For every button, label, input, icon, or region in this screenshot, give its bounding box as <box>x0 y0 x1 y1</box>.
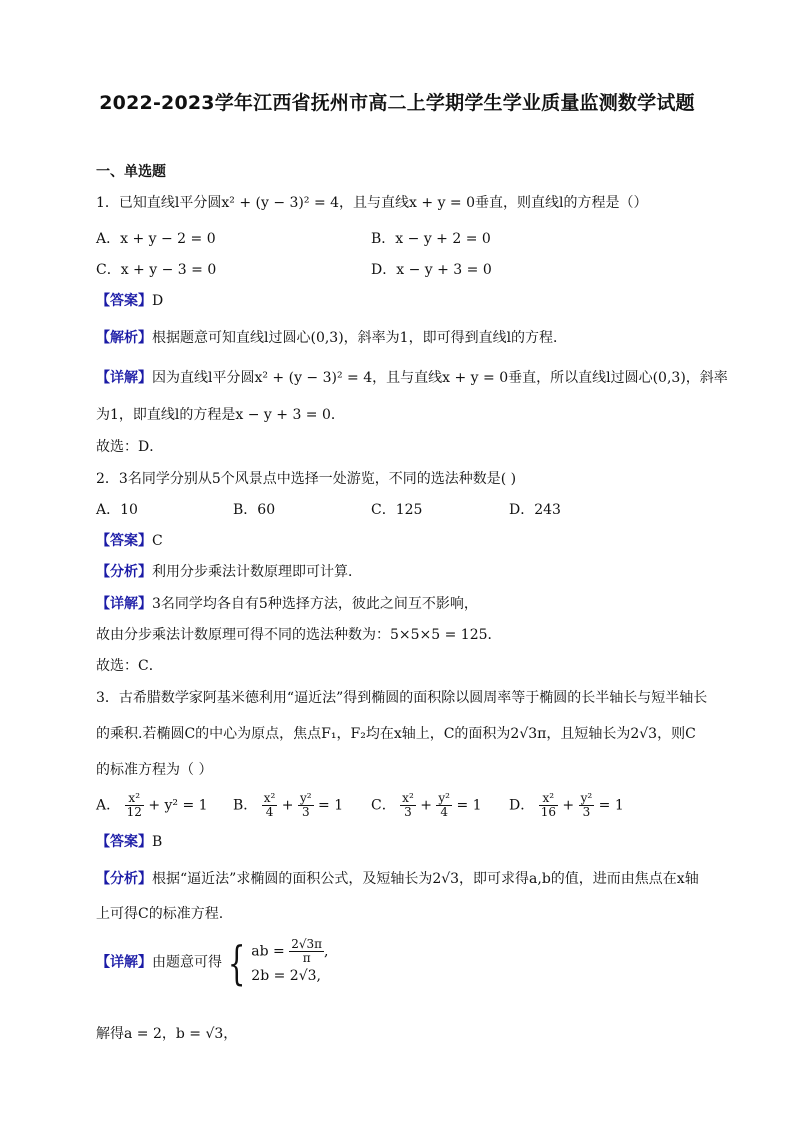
detail-text: 3名同学均各自有5种选择方法，彼此之间互不影响， <box>152 596 478 612</box>
q1-answer <box>96 291 698 311</box>
denominator: 4 <box>440 805 448 819</box>
analysis-text: 利用分步乘法计数原理即可计算． <box>152 564 362 580</box>
q2-conclusion: 故选：C． <box>96 658 163 674</box>
q3-analysis-line-2: 上可得C的标准方程. <box>96 906 224 922</box>
analysis-text: 根据题意可知直线l过圆心(0,3)，斜率为1，即可得到直线l的方程． <box>152 330 568 346</box>
option-label: C． <box>371 797 396 814</box>
answer-tag: 【答案】 <box>96 834 152 850</box>
fraction <box>539 792 558 819</box>
q3-answer <box>96 832 698 852</box>
q3-option-d <box>509 792 624 819</box>
q2-option-b: B．60 <box>233 502 276 518</box>
equation-rest: = 1 <box>598 797 624 814</box>
analysis-text: 根据“逼近法”求椭圆的面积公式，及短轴长为2√3，即可求得a,b的值，进而由焦点在x轴 <box>152 871 699 887</box>
detail-intro: 由题意可得 <box>152 954 222 971</box>
denominator: 12 <box>126 805 142 819</box>
numerator: x² <box>263 791 276 805</box>
numerator: x² <box>539 792 558 806</box>
q3-option-c <box>371 792 482 819</box>
q2-answer <box>96 531 698 551</box>
plus-sign: + <box>420 797 432 814</box>
page-title: 2022-2023学年江西省抚州市高二上学期学生学业质量监测数学试题 <box>99 92 695 114</box>
q1-option-a: A．x + y − 2 = 0 <box>96 231 216 247</box>
answer-value: B <box>152 834 163 850</box>
system-line-2: 2b = 2√3, <box>251 968 321 984</box>
answer-value: D <box>152 293 164 309</box>
q2-option-c: C．125 <box>371 502 423 518</box>
q2-detail-line-1 <box>96 594 698 614</box>
q3-detail <box>96 935 698 998</box>
question-3-line-1: 3．古希腊数学家阿基米德利用“逼近法”得到椭圆的面积除以圆周率等于椭圆的长半轴长与短半轴长 <box>96 690 708 706</box>
q3-option-b <box>233 792 343 819</box>
denominator: 16 <box>540 805 556 819</box>
denominator: π <box>302 951 311 965</box>
question-2-text: 2．3名同学分别从5个风景点中选择一处游览，不同的选法种数是( ) <box>96 471 517 487</box>
analysis-tag: 【解析】 <box>96 330 152 346</box>
q2-detail-line-2: 故由分步乘法计数原理可得不同的选法种数为：5×5×5 = 125． <box>96 627 502 643</box>
denominator: 3 <box>301 805 310 819</box>
denominator: 3 <box>582 805 591 819</box>
analysis-tag: 【分析】 <box>96 871 152 887</box>
fraction <box>289 938 324 965</box>
fraction <box>579 792 595 819</box>
plus-sign: + <box>562 797 575 814</box>
option-label: A． <box>96 797 121 814</box>
numerator: x² <box>402 791 414 805</box>
q1-option-b: B．x − y + 2 = 0 <box>371 231 491 247</box>
q1-conclusion: 故选：D． <box>96 439 164 455</box>
analysis-tag: 【分析】 <box>96 564 152 580</box>
option-label: D． <box>509 797 535 814</box>
denominator: 4 <box>265 805 274 819</box>
equation-system <box>251 938 328 987</box>
left-brace: { <box>227 935 246 990</box>
answer-value: C <box>152 533 163 549</box>
denominator: 3 <box>404 805 412 819</box>
fraction <box>125 792 144 819</box>
numerator: y² <box>299 791 312 805</box>
plus-sign: + <box>281 797 294 814</box>
fraction <box>436 792 452 819</box>
q1-analysis <box>96 328 698 348</box>
numerator: y² <box>580 791 593 805</box>
fraction <box>400 792 416 819</box>
option-label: B． <box>233 797 258 814</box>
q3-solve: 解得a = 2，b = √3， <box>96 1026 238 1042</box>
section-heading: 一、单选题 <box>96 164 166 180</box>
detail-text: 因为直线l平分圆x² + (y − 3)² = 4，且与直线x + y = 0垂直，所以直线l过圆心(0,3)，斜率 <box>152 370 728 386</box>
detail-tag: 【详解】 <box>96 596 152 612</box>
detail-tag: 【详解】 <box>96 370 152 386</box>
question-3-line-3: 的标准方程为（ ） <box>96 762 213 778</box>
system-line-1 <box>251 938 328 965</box>
q1-detail-line-2: 为1，即直线l的方程是x − y + 3 = 0． <box>96 407 345 423</box>
q1-option-c: C．x + y − 3 = 0 <box>96 262 217 278</box>
answer-tag: 【答案】 <box>96 533 152 549</box>
equation-rest: = 1 <box>318 797 344 814</box>
system-line-1-end: , <box>324 943 329 960</box>
answer-tag: 【答案】 <box>96 293 152 309</box>
q2-analysis <box>96 562 698 582</box>
system-line-1-left: ab = <box>251 943 285 960</box>
q3-analysis-line-1 <box>96 869 698 889</box>
numerator: y² <box>438 791 450 805</box>
q2-option-d: D．243 <box>509 502 561 518</box>
fraction <box>262 792 278 819</box>
detail-tag: 【详解】 <box>96 954 152 971</box>
question-1-text: 1．已知直线l平分圆x² + (y − 3)² = 4，且与直线x + y = 0垂直，则直线l的方程是（） <box>96 195 648 211</box>
q2-option-a: A．10 <box>96 502 138 518</box>
q1-detail-line-1 <box>96 368 728 388</box>
numerator: x² <box>125 792 144 806</box>
q3-option-a <box>96 792 208 819</box>
numerator: 2√3π <box>291 937 323 951</box>
equation-rest: = 1 <box>456 797 482 814</box>
q1-option-d: D．x − y + 3 = 0 <box>371 262 492 278</box>
fraction <box>298 792 314 819</box>
question-3-line-2: 的乘积.若椭圆C的中心为原点，焦点F₁，F₂均在x轴上，C的面积为2√3π，且短轴长为2√3，则C <box>96 726 696 742</box>
equation-rest: + y² = 1 <box>148 797 208 814</box>
